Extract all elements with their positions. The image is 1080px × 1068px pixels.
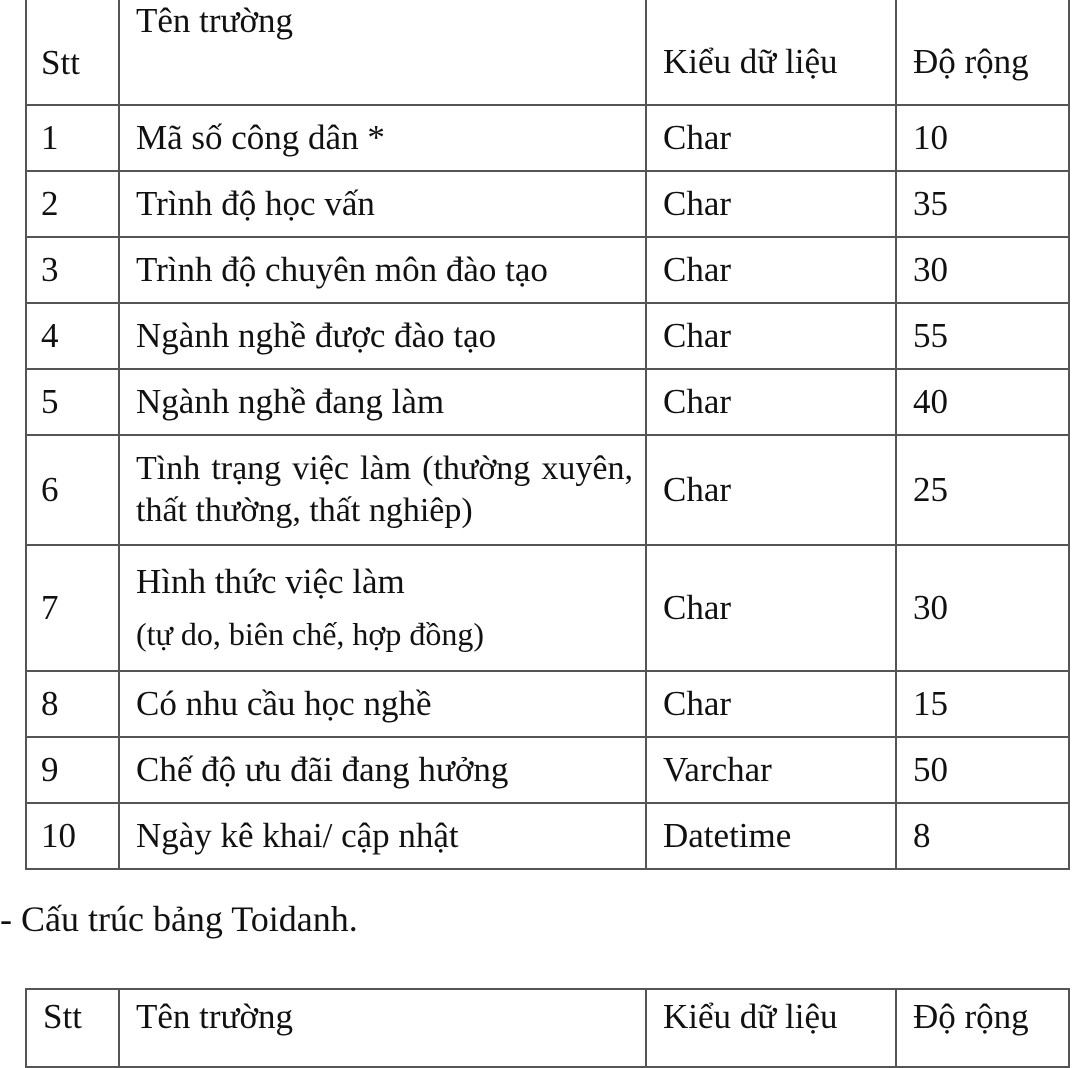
cell-data-type: Char — [646, 237, 896, 303]
cell-data-type: Char — [646, 671, 896, 737]
cell-stt: 7 — [26, 545, 119, 671]
table-row — [26, 803, 1069, 869]
table-row — [26, 171, 1069, 237]
cell-width: 55 — [896, 303, 1069, 369]
header-width: Độ rộng — [896, 0, 1069, 105]
header-data-type: Kiểu dữ liệu — [646, 0, 896, 105]
cell-data-type: Datetime — [646, 803, 896, 869]
cell-data-type: Char — [646, 369, 896, 435]
cell-stt: 4 — [26, 303, 119, 369]
cell-data-type: Char — [646, 435, 896, 545]
table-row — [26, 237, 1069, 303]
header-stt: Stt — [26, 0, 119, 105]
header-stt: Stt — [26, 989, 119, 1067]
cell-stt: 5 — [26, 369, 119, 435]
header-width: Độ rộng — [896, 989, 1069, 1067]
cell-stt: 8 — [26, 671, 119, 737]
cell-field-name: Tình trạng việc làm (thường xuyên, thất thường, thất nghiêp) — [119, 435, 646, 545]
cell-width: 35 — [896, 171, 1069, 237]
cell-field-name: Ngành nghề được đào tạo — [119, 303, 646, 369]
cell-width: 50 — [896, 737, 1069, 803]
header-field-name: Tên trường — [119, 0, 646, 105]
cell-width: 8 — [896, 803, 1069, 869]
table-row — [26, 105, 1069, 171]
table-row — [26, 369, 1069, 435]
cell-width: 40 — [896, 369, 1069, 435]
toidanh-structure-table — [25, 988, 1070, 1068]
field-name-main: Hình thức việc làm — [136, 562, 405, 602]
cell-stt: 6 — [26, 435, 119, 545]
cell-stt: 2 — [26, 171, 119, 237]
cell-field-name: Trình độ học vấn — [119, 171, 646, 237]
table-header-row — [26, 989, 1069, 1067]
cell-data-type: Char — [646, 303, 896, 369]
cell-width: 30 — [896, 545, 1069, 671]
table-row — [26, 435, 1069, 545]
cell-data-type: Varchar — [646, 737, 896, 803]
header-field-name: Tên trường — [119, 989, 646, 1067]
header-data-type: Kiểu dữ liệu — [646, 989, 896, 1067]
cell-stt: 10 — [26, 803, 119, 869]
cell-stt: 1 — [26, 105, 119, 171]
cell-field-name: Ngành nghề đang làm — [119, 369, 646, 435]
cell-field-name: Có nhu cầu học nghề — [119, 671, 646, 737]
table-row — [26, 303, 1069, 369]
section-caption: - Cấu trúc bảng Toidanh. — [0, 899, 358, 939]
cell-field-name: Ngày kê khai/ cập nhật — [119, 803, 646, 869]
cell-data-type: Char — [646, 171, 896, 237]
cell-stt: 9 — [26, 737, 119, 803]
cell-width: 25 — [896, 435, 1069, 545]
cell-data-type: Char — [646, 105, 896, 171]
field-structure-table — [25, 0, 1070, 870]
table-row — [26, 545, 1069, 671]
table-header-row — [26, 0, 1069, 105]
table-row — [26, 737, 1069, 803]
field-name-note: (tự do, biên chế, hợp đồng) — [136, 615, 484, 652]
cell-field-name: Chế độ ưu đãi đang hưởng — [119, 737, 646, 803]
cell-width: 30 — [896, 237, 1069, 303]
cell-field-name — [119, 545, 646, 671]
cell-width: 10 — [896, 105, 1069, 171]
cell-width: 15 — [896, 671, 1069, 737]
table-row — [26, 671, 1069, 737]
cell-stt: 3 — [26, 237, 119, 303]
cell-field-name: Trình độ chuyên môn đào tạo — [119, 237, 646, 303]
cell-data-type: Char — [646, 545, 896, 671]
cell-field-name: Mã số công dân * — [119, 105, 646, 171]
